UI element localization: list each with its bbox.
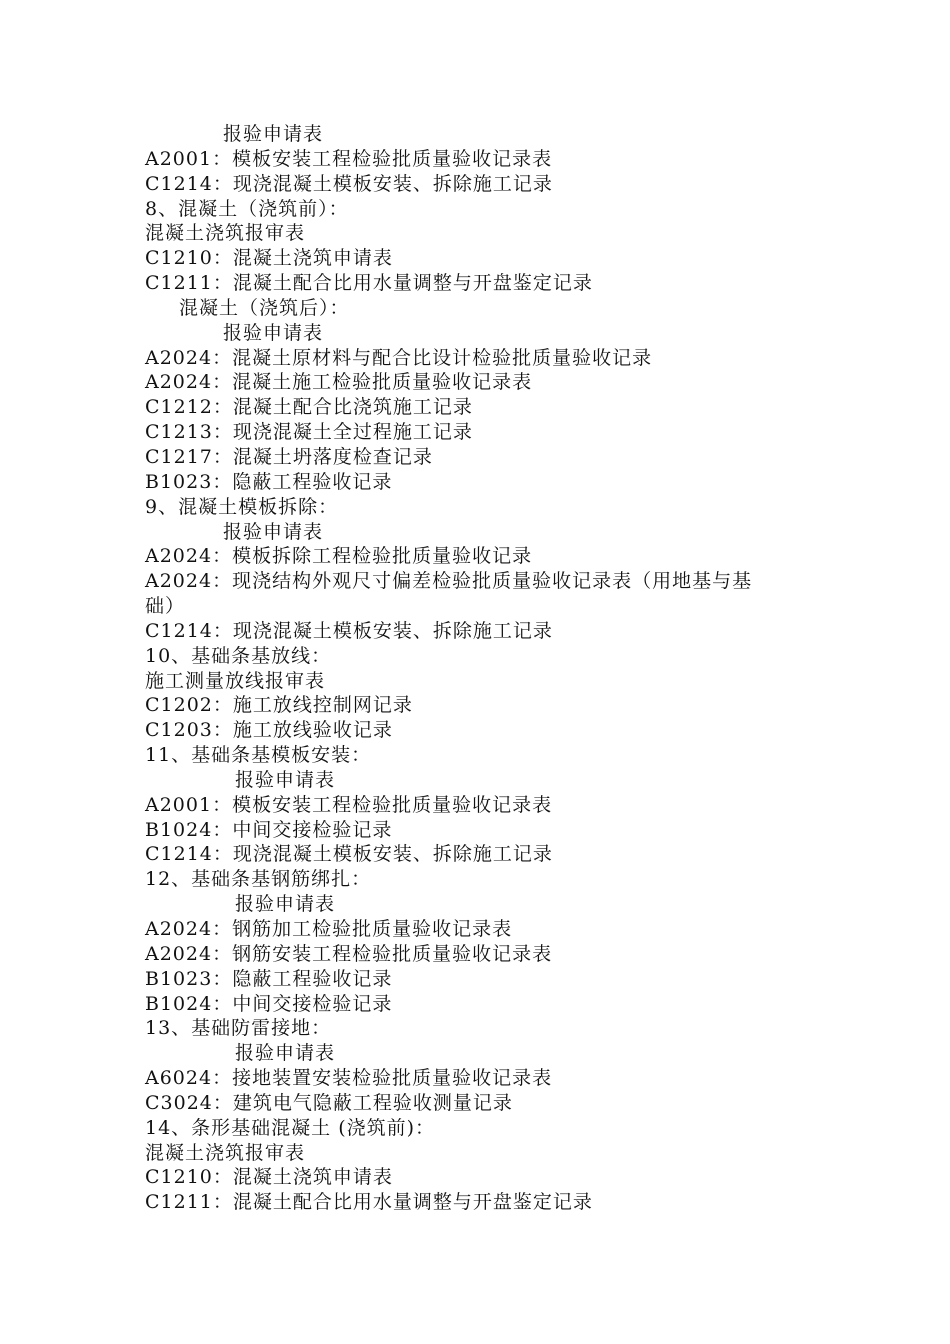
section-heading: 13、基础防雷接地： [145,1017,332,1040]
text-line: C1214：现浇混凝土模板安装、拆除施工记录 [145,843,553,866]
text-line: B1023：隐蔽工程验收记录 [145,967,393,990]
text-line: C1214：现浇混凝土模板安装、拆除施工记录 [145,619,553,642]
subsection-heading: 混凝土（浇筑后）： [179,296,350,319]
text-line: B1023：隐蔽工程验收记录 [145,470,393,493]
section-heading: 9、混凝土模板拆除： [145,495,339,518]
section-heading: 8、混凝土（浇筑前）： [145,197,349,220]
text-line: A2024：钢筋加工检验批质量验收记录表 [145,918,513,940]
text-line: C1211：混凝土配合比用水量调整与开盘鉴定记录 [145,1191,593,1214]
text-line: 础） [145,595,186,618]
text-line: 报验申请表 [223,123,324,145]
text-line: A6024：接地装置安装检验批质量验收记录表 [145,1067,553,1090]
text-line: 混凝土浇筑报审表 [145,1141,306,1164]
text-line: A2001：模板安装工程检验批质量验收记录表 [145,793,553,816]
text-line: B1024：中间交接检验记录 [145,818,393,841]
text-line: A2024：现浇结构外观尺寸偏差检验批质量验收记录表（用地基与基 [145,570,753,593]
text-line: 混凝土浇筑报审表 [145,222,306,245]
text-line: 报验申请表 [235,893,336,916]
text-line: C1213：现浇混凝土全过程施工记录 [145,421,473,444]
text-line: C1211：混凝土配合比用水量调整与开盘鉴定记录 [145,272,593,295]
section-heading: 12、基础条基钢筋绑扎： [145,868,372,891]
text-line: 报验申请表 [223,520,324,543]
text-line: C1203：施工放线验收记录 [145,719,393,742]
text-line: A2001：模板安装工程检验批质量验收记录表 [145,147,553,170]
document-body [145,122,825,1215]
section-heading: 11、基础条基模板安装： [145,744,372,767]
text-line: 报验申请表 [235,768,336,791]
text-line: 报验申请表 [223,321,324,344]
section-heading: 10、基础条基放线： [145,644,332,667]
text-line: A2024：钢筋安装工程检验批质量验收记录表 [145,942,553,965]
section-heading: 14、条形基础混凝土 (浇筑前)： [145,1116,436,1139]
text-line: C1202：施工放线控制网记录 [145,694,413,717]
text-line: B1024：中间交接检验记录 [145,992,393,1015]
text-line: 施工测量放线报审表 [145,669,326,692]
text-line: C1217：混凝土坍落度检查记录 [145,445,433,468]
text-line: A2024：混凝土原材料与配合比设计检验批质量验收记录 [145,346,653,369]
text-line: C1214：现浇混凝土模板安装、拆除施工记录 [145,172,553,195]
text-line: 报验申请表 [235,1042,336,1065]
text-line: A2024：混凝土施工检验批质量验收记录表 [145,371,533,394]
text-line: C3024：建筑电气隐蔽工程验收测量记录 [145,1091,513,1114]
text-line: A2024：模板拆除工程检验批质量验收记录 [145,545,533,568]
text-line: C1212：混凝土配合比浇筑施工记录 [145,396,473,419]
text-line: C1210：混凝土浇筑申请表 [145,1166,393,1189]
text-line: C1210：混凝土浇筑申请表 [145,247,393,270]
